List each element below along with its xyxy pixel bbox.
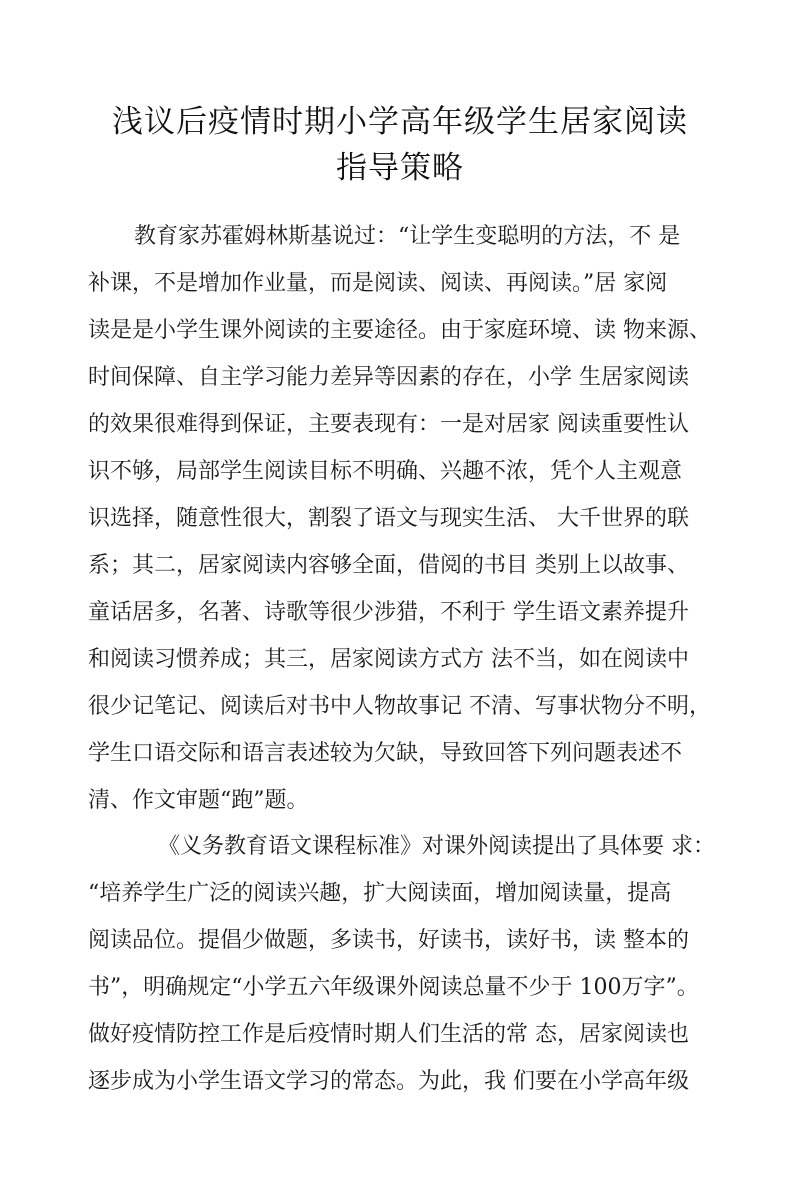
document-title-line-1: 浅议后疫情时期小学高年级学生居家阅读	[112, 104, 688, 140]
paragraph-1-line: 的效果很难得到保证，主要表现有：一是对居家 阅读重要性认	[88, 412, 689, 437]
paragraph-2-line: 阅读品位。提倡少做题，多读书，好读书，读好书，读 整本的	[88, 928, 689, 953]
paragraph-2-line: 《义务教育语文课程标准》对课外阅读提出了具体要 求：	[158, 834, 715, 859]
paragraph-2-line: 做好疫情防控工作是后疫情时期人们生活的常 态，居家阅读也	[88, 1022, 689, 1047]
paragraph-2-line: 书”，明确规定“小学五六年级课外阅读总量不少于 100万字”。	[88, 975, 699, 1000]
paragraph-1-line: 学生口语交际和语言表述较为欠缺，导致回答下列问题表述不	[88, 741, 683, 766]
paragraph-1-line: 清、作文审题“跑”题。	[88, 788, 309, 813]
paragraph-1-line: 系；其二，居家阅读内容够全面，借阅的书目 类别上以故事、	[88, 553, 689, 578]
paragraph-1-line: 童话居多，名著、诗歌等很少涉猎，不利于 学生语文素养提升	[88, 600, 689, 625]
paragraph-1-line: 读是是小学生课外阅读的主要途径。由于家庭环境、读 物来源、	[88, 318, 711, 343]
paragraph-2-line: 逐步成为小学生语文学习的常态。为此，我 们要在小学高年级	[88, 1069, 689, 1094]
document-title-line-2: 指导策略	[336, 150, 464, 186]
paragraph-2-line: “培养学生广泛的阅读兴趣，扩大阅读面，增加阅读量，提高	[88, 881, 672, 906]
paragraph-1-line: 和阅读习惯养成；其三，居家阅读方式方 法不当，如在阅读中	[88, 647, 689, 672]
paragraph-1-line: 很少记笔记、阅读后对书中人物故事记 不清、写事状物分不明，	[88, 694, 711, 719]
paragraph-1-line: 补课，不是增加作业量，而是阅读、阅读、再阅读。”居 家阅	[88, 271, 668, 296]
paragraph-1-line: 识选择，随意性很大，割裂了语文与现实生活、 大千世界的联	[88, 506, 689, 531]
paragraph-1-line: 识不够，局部学生阅读目标不明确、兴趣不浓，凭个人主观意	[88, 459, 683, 484]
paragraph-1-line: 时间保障、自主学习能力差异等因素的存在，小学 生居家阅读	[88, 365, 689, 390]
paragraph-1-line: 教育家苏霍姆林斯基说过：“让学生变聪明的方法，不 是	[134, 224, 681, 249]
